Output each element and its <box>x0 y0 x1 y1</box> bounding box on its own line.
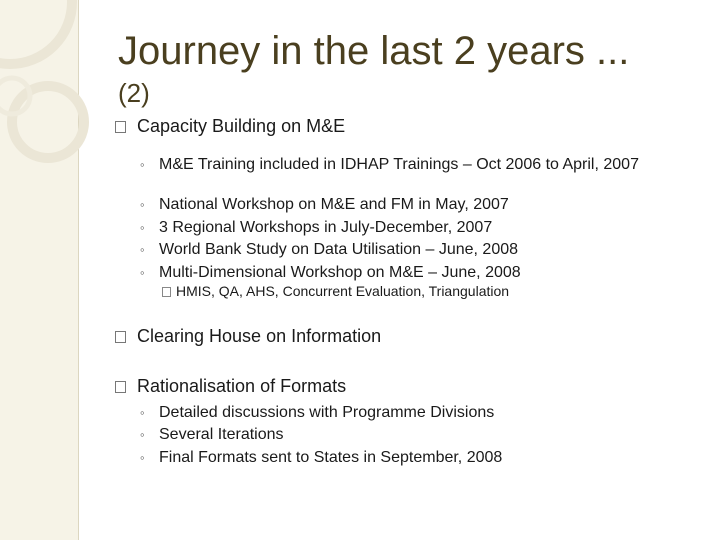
list-item-text: Multi-Dimensional Workshop on M&E – June, 2008 <box>159 264 521 281</box>
square-bullet-icon <box>115 381 126 393</box>
small-circle-bullet-icon: ◦ <box>140 197 145 212</box>
small-circle-bullet-icon: ◦ <box>140 450 145 465</box>
section-heading-clearing-house <box>115 326 381 347</box>
list-item-text: M&E Training included in IDHAP Trainings – Oct 2006 to April, 2007 <box>159 156 639 173</box>
list-item <box>140 448 669 467</box>
section-heading-text: Capacity Building on M&E <box>137 116 346 136</box>
small-circle-bullet-icon: ◦ <box>140 405 145 420</box>
list-item <box>140 195 669 214</box>
sub-list-item <box>162 283 509 299</box>
small-circle-bullet-icon: ◦ <box>140 427 145 442</box>
small-circle-bullet-icon: ◦ <box>140 157 145 172</box>
small-circle-bullet-icon: ◦ <box>140 220 145 235</box>
section-heading-text: Clearing House on Information <box>137 326 382 346</box>
list-item-text: 3 Regional Workshops in July-December, 2007 <box>159 219 493 236</box>
slide-subtitle: (2) <box>118 78 150 108</box>
decorative-ring-medium <box>12 86 84 158</box>
decorative-ring-large <box>0 0 72 64</box>
list-item-text: World Bank Study on Data Utilisation – June, 2008 <box>159 241 519 258</box>
sub-list-item-text: HMIS, QA, AHS, Concurrent Evaluation, Triangulation <box>176 283 510 299</box>
small-circle-bullet-icon: ◦ <box>140 242 145 257</box>
list-item <box>140 155 669 174</box>
square-bullet-icon <box>115 331 126 343</box>
section-heading-rationalisation <box>115 376 346 397</box>
list-item-text: Detailed discussions with Programme Divisions <box>159 404 495 421</box>
list-item <box>140 425 669 444</box>
list-item-text: National Workshop on M&E and FM in May, 2007 <box>159 196 509 213</box>
list-item <box>140 240 669 259</box>
small-square-bullet-icon <box>162 287 171 297</box>
list-item <box>140 263 669 282</box>
square-bullet-icon <box>115 121 126 133</box>
small-circle-bullet-icon: ◦ <box>140 265 145 280</box>
list-item <box>140 218 669 237</box>
list-item <box>140 403 669 422</box>
list-item-text: Several Iterations <box>159 426 284 443</box>
section-heading-text: Rationalisation of Formats <box>137 376 347 396</box>
section-heading-capacity-building <box>115 116 345 137</box>
slide-title: Journey in the last 2 years ... <box>118 29 630 73</box>
list-item-text: Final Formats sent to States in September, 2008 <box>159 449 503 466</box>
